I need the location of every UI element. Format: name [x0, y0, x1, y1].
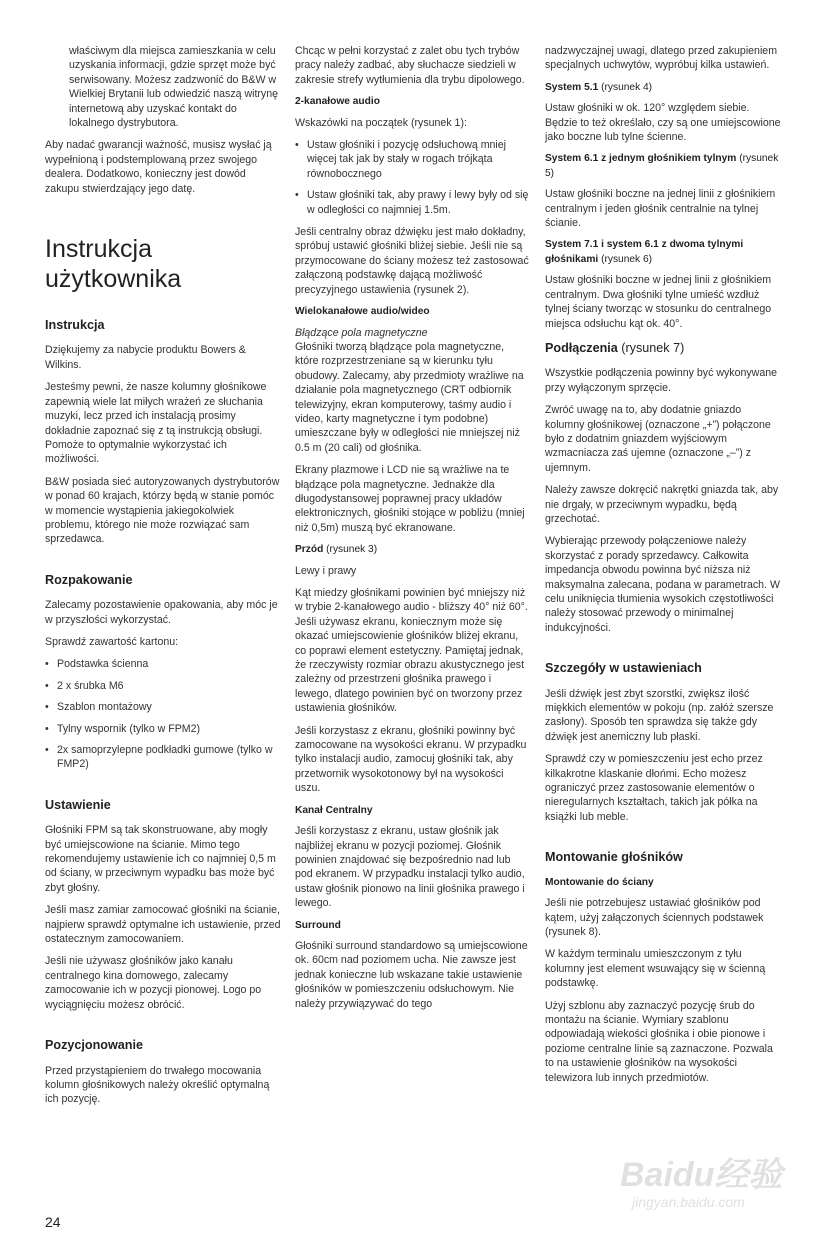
- details-paragraph-2: Sprawdź czy w pomieszczeniu jest echo przez kilkakrotne klaskanie dłońmi. Echo możesz ograniczyć przez zastosowanie elementów o nieregularnych kształtach, takich jak półka na książki lub meble.: [545, 753, 763, 823]
- heading-multichannel: Wielokanałowe audio/wideo: [295, 306, 430, 318]
- list-item: • Podstawka ścienna: [45, 657, 281, 671]
- system-61-paragraph: Ustaw głośniki boczne na jednej linii z głośnikiem centralnym i jeden głośnik centralnie na tylnej ścianie.: [545, 188, 776, 230]
- front-figure-ref: (rysunek 3): [326, 544, 378, 556]
- intro-continued: właściwym dla miejsca zamieszkania w celu uzyskania informacji, gdzie sprzęt może być serwisowany. Możesz zadzwonić do B&W w Wielkiej Brytanii lub odwiedzić naszą witrynę internetową aby uzyskać kontakt do lokalnego dystrybutora.: [69, 45, 279, 130]
- column-1: [45, 44, 281, 1115]
- setup-paragraph-1: Głośniki FPM są tak skonstruowane, aby mogły być umiejscowione na ścianie. Mimo tego rekomendujemy ustawienie ich co najmniej 0,5 m od ściany, w przeciwnym wypadku bas może być zbyt głośny.: [45, 824, 276, 894]
- angle-paragraph: Kąt miedzy głośnikami powinien być mniejszy niż w trybie 2-kanałowego audio - bliższy 40° niż 60°. Jeśli używasz ekranu, koniecznym może się okazać umiejscowienie głośników bliżej ekranu, co poprawi element estetyczny. Pamiętaj jednak, że rzeczywisty rozmiar obrazu akustycznego jest zależny od przestrzeni głośnika prawego i lewego, dlatego powinien być on tworzony przez ustawienia głośników.: [295, 587, 528, 715]
- surround-continued: nadzwyczajnej uwagi, dlatego przed zakupieniem specjalnych uchwytów, wypróbuj kilka ustawień.: [545, 45, 778, 72]
- system-71-title: System 7.1 i system 6.1 z dwoma tylnymi głośnikami: [545, 239, 744, 265]
- watermark-brand: Baidu经验: [620, 1156, 783, 1194]
- page-number: 24: [45, 1214, 61, 1230]
- heading-wall-mount: Montowanie do ściany: [545, 876, 654, 888]
- heading-center-channel: Kanał Centralny: [295, 804, 373, 816]
- system-71-paragraph: Ustaw głośniki boczne w jednej linii z głośnikiem centralnym. Dwa głośniki tylne umieść wzdłuż tylnej ściany tworząc w stosunku do centralnego miejsca odsłuchu kąt ok. 40°.: [545, 274, 772, 330]
- heading-unpacking: Rozpakowanie: [45, 572, 133, 587]
- setup-paragraph-3: Jeśli nie używasz głośników jako kanału centralnego kina domowego, zalecamy zamocowanie ich w pozycji pionowej. Logo po wyciągnięciu możesz obrócić.: [45, 955, 262, 1011]
- list-item: • Ustaw głośniki i pozycję odsłuchową mniej więcej tak jak by stały w rogach trójkąta równobocznego: [295, 138, 529, 181]
- magnetic-text: Głośniki tworzą błądzące pola magnetyczne, które rozprzestrzeniane są w kierunku tyłu obudowy. Zalecamy, aby przedmioty wrażliwe na działanie pola magnetycznego (CRT odbiornik telewizyjny, ekran komputerowy, taśmy audio i video, karty magnetyczne i tym podobne) umieszczane były w odległości nie mniejszej niż 0.5 m (20 cali) od głośnika.: [295, 340, 524, 454]
- connections-paragraph-3: Należy zawsze dokręcić nakrętki gniazda tak, aby nie drgały, w przeciwnym wypadku, będą grzechotać.: [545, 484, 779, 525]
- confident-paragraph: Jesteśmy pewni, że nasze kolumny głośnikowe zapewnią wiele lat miłych wrażeń ze słuchania muzyki, lecz przed ich instalacją prosimy dokładnie zapoznać się z tą instrukcją obsługi. Pomoże to optymalnie wykorzystać ich możliwości.: [45, 381, 267, 466]
- positioning-paragraph: Przed przystąpieniem do trwałego mocowania kolumn głośnikowych należy określić optymalną ich pozycję.: [45, 1064, 270, 1106]
- details-paragraph-1: Jeśli dźwięk jest zbyt szorstki, zwiększ ilość miękkich elementów w pokoju (np. załóż szersze zasłony). Sposób ten sprawdza się także gdy dźwięk jest anemiczny lub płaski.: [545, 687, 774, 743]
- heading-system-61: [545, 152, 781, 181]
- center-image-paragraph: Jeśli centralny obraz dźwięku jest mało dokładny, spróbuj ustawić głośniki bliżej siebie. Jeśli nie są przymocowane do ściany możesz też zastosować załączoną podstawkę dającą możliwość precyzyjnego ustawienia (rysunek 2).: [295, 226, 529, 296]
- plasma-paragraph: Ekrany plazmowe i LCD nie są wrażliwe na te błądzące pola magnetyczne. Jednakże dla długodystansowej poprawnej pracy układów elektronicznych, głośniki stojące w pobliżu (mniej niż 0,5m) muszą być ekranowane.: [295, 464, 525, 534]
- 2ch-hint-paragraph: Wskazówki na początek (rysunek 1):: [295, 116, 467, 129]
- thanks-paragraph: Dziękujemy za nabycie produktu Bowers & Wilkins.: [45, 344, 246, 371]
- mount-paragraph-3: Użyj szblonu aby zaznaczyć pozycję śrub do montażu na ścianie. Wymiary szablonu odpowiadają wiekości głośnika i obie pionowe i poziome centralne linie są zaznaczone. Pozwala to na ustawienie głośników na wysokości telewizora lub innych przedmiotów.: [545, 999, 773, 1084]
- heading-details: Szczegóły w ustawieniach: [545, 661, 702, 676]
- check-contents-paragraph: Sprawdź zawartość kartonu:: [45, 635, 179, 648]
- connections-paragraph-1: Wszystkie podłączenia powinny być wykonywane przy wyłączonym sprzęcie.: [545, 367, 777, 394]
- system-71-figure-ref: (rysunek 6): [601, 253, 653, 265]
- page-title: Instrukcja użytkownika: [45, 235, 182, 294]
- network-paragraph: B&W posiada sieć autoryzowanych dystrybutorów w ponad 60 krajach, którzy będą w stanie pomóc w momencie wystąpienia jakiegokolwiek problemu, którego nie może rozwiązać sam sprzedawca.: [45, 475, 280, 546]
- list-item: • 2 x śrubka M6: [45, 679, 281, 693]
- center-paragraph: Jeśli korzystasz z ekranu, ustaw głośnik jak najbliżej ekranu w pozycji poziomej. Głośnik powinien znajdować się bezpośrednio nad lub pod ekranem. W przypadku instalacji tylko audio, ustaw głośnik pionowo na linii głośnika prawego i lewego.: [295, 825, 525, 910]
- watermark-url: jingyan.baidu.com: [632, 1194, 745, 1210]
- heading-mounting: Montowanie głośników: [545, 850, 683, 865]
- connections-paragraph-2: Zwróć uwagę na to, aby dodatnie gniazdo kolumny głośnikowej (oznaczone „+”) połączone było z dodatnim gniazdem wyjściowym wzmacniacza zaś ujemne (oznaczone „–”) z ujemnym.: [545, 404, 771, 474]
- 2ch-list: [295, 138, 529, 217]
- warranty-paragraph: Aby nadać gwarancji ważność, musisz wysłać ją wypełnioną i podstemplowaną przez swojego dealera. Dodatkowo, konieczny jest dowód zakupu stwierdzający jego datę.: [45, 139, 272, 195]
- watermark-logo: [620, 1156, 820, 1236]
- connections-title: Podłączenia: [545, 340, 618, 355]
- setup-paragraph-2: Jeśli masz zamiar zamocować głośniki na ścianie, najpierw sprawdź optymalne ich ustawienie, przed ostatecznym zamocowaniem.: [45, 904, 281, 946]
- heading-2ch-audio: 2-kanałowe audio: [295, 96, 380, 108]
- screen-paragraph: Jeśli korzystasz z ekranu, głośniki powinny być zamocowane na wysokości ekranu. W przypadku tylko instalacji audio, zamocuj głośniki tak, aby przetwornik wysokotonowy był na wysokości uszu.: [295, 724, 527, 795]
- system-51-paragraph: Ustaw głośniki w ok. 120° względem siebie. Będzie to też określało, czy są one umiejscowione jako boczne lub tylne ścienne.: [545, 102, 781, 144]
- heading-system-51: [545, 81, 781, 95]
- system-61-figure-ref: (rysunek 5): [545, 153, 779, 179]
- column-2: [295, 44, 529, 1019]
- keep-packaging-paragraph: Zalecamy pozostawienie opakowania, aby móc je w przyszłości wykorzystać.: [45, 599, 278, 626]
- heading-surround: Surround: [295, 919, 341, 931]
- mount-paragraph-1: Jeśli nie potrzebujesz ustawiać głośników pod kątem, użyj załączonych ściennych podstawek (rysunek 8).: [545, 897, 764, 938]
- list-item: • Szablon montażowy: [45, 700, 281, 714]
- system-51-title: System 5.1: [545, 81, 599, 93]
- heading-instrukcja: Instrukcja: [45, 318, 105, 333]
- heading-system-71: [545, 238, 781, 267]
- magnetic-paragraph: [295, 326, 529, 456]
- heading-connections: [545, 341, 781, 355]
- connections-figure-ref: (rysunek 7): [621, 340, 685, 355]
- surround-paragraph: Głośniki surround standardowo są umiejscowione ok. 60cm nad poziomem ucha. Nie zawsze jest jednak konieczne lub wskazane takie ustawienie głośników w pomieszczeniu odsłuchowym. Nie należy przywiązywać do tego: [295, 939, 528, 1010]
- column-3: [545, 44, 781, 1093]
- connections-paragraph-4: Wybierając przewody połączeniowe należy skorzystać z porady sprzedawcy. Całkowita impedancja obwodu powinna być niższa niż maksymalna zalecana, podana w parametrach. W celu uniknięcia tłumienia wysokich częstotliwości należy stosować przewody o minimalnej indukcyjności.: [545, 535, 780, 634]
- heading-front: [295, 543, 529, 557]
- dipole-paragraph: Chcąc w pełni korzystać z zalet obu tych trybów pracy należy zadbać, aby słuchacze siedzieli w zakresie strefy wytłumienia dla trybu dipolowego.: [295, 45, 525, 86]
- contents-list: [45, 657, 281, 771]
- magnetic-subheading: Błądzące pola magnetyczne: [295, 326, 428, 339]
- front-title: Przód: [295, 544, 324, 556]
- list-item: • Tylny wspornik (tylko w FPM2): [45, 722, 281, 736]
- system-61-title: System 6.1 z jednym głośnikiem tylnym: [545, 153, 737, 165]
- list-item: • Ustaw głośniki tak, aby prawy i lewy były od się w odległości co najmniej 1.5m.: [295, 188, 529, 217]
- list-item: • 2x samoprzylepne podkładki gumowe (tylko w FMP2): [45, 743, 281, 772]
- left-right-paragraph: Lewy i prawy: [295, 564, 357, 577]
- heading-positioning: Pozycjonowanie: [45, 1038, 143, 1053]
- mount-paragraph-2: W każdym terminalu umieszczonym z tyłu kolumny jest element wsuwający się w ścienną podstawkę.: [545, 948, 766, 990]
- heading-setup: Ustawienie: [45, 797, 111, 812]
- system-51-figure-ref: (rysunek 4): [601, 81, 653, 93]
